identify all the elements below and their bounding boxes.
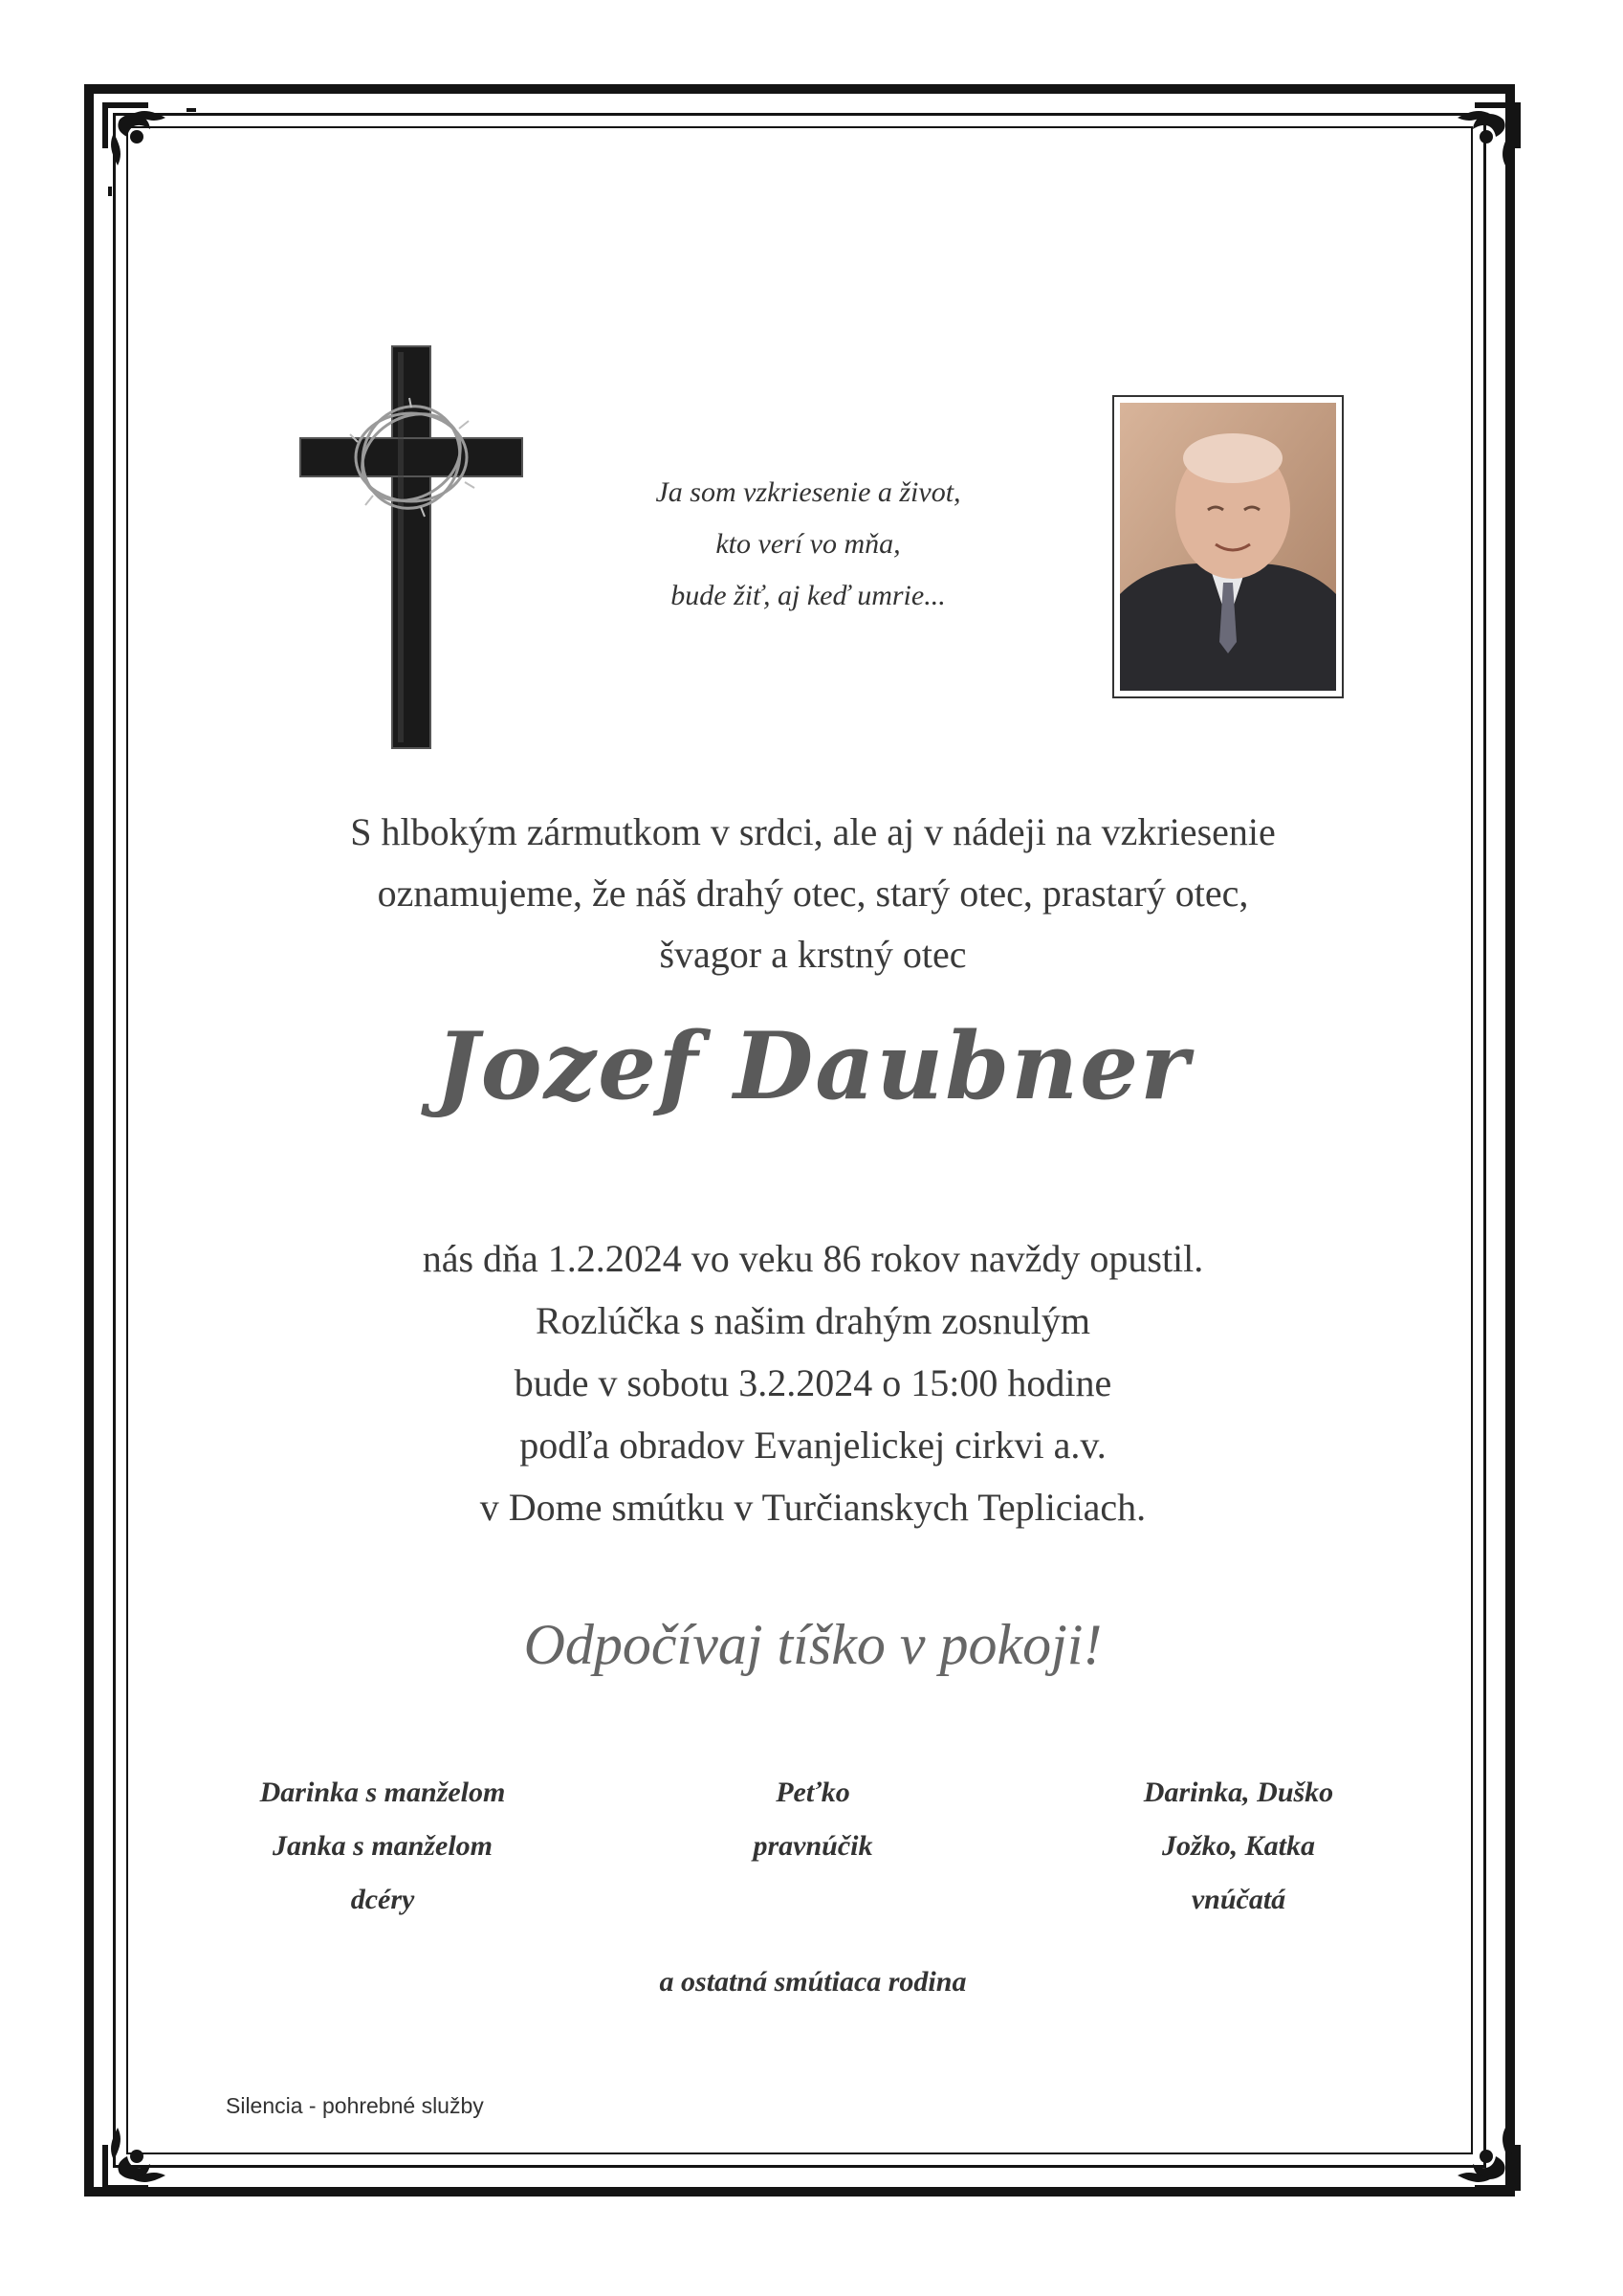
mourner-line: Jožko, Katka bbox=[1161, 1830, 1316, 1862]
mourners-grandchildren bbox=[1038, 1766, 1439, 1927]
mourner-line: Darinka, Duško bbox=[1143, 1777, 1334, 1808]
quote-line: kto verí vo mňa, bbox=[715, 528, 901, 560]
intro-line: švagor a krstný otec bbox=[659, 933, 967, 976]
intro-line: oznamujeme, že náš drahý otec, starý otec, prastarý otec, bbox=[377, 872, 1249, 915]
funeral-details bbox=[191, 1227, 1435, 1538]
corner-ornament-icon bbox=[1417, 91, 1532, 206]
corner-ornament-icon bbox=[91, 2087, 206, 2202]
mourners-list bbox=[143, 1766, 1482, 1929]
mourner-line: Peťko bbox=[776, 1777, 850, 1808]
mourner-line: vnúčatá bbox=[1191, 1884, 1286, 1915]
farewell-message: Odpočívaj tíško v pokoji! bbox=[523, 1613, 1103, 1676]
family-line: a ostatná smútiaca rodina bbox=[659, 1966, 967, 1998]
details-line: nás dňa 1.2.2024 vo veku 86 rokov navždy opustil. bbox=[422, 1237, 1204, 1280]
quote-line: bude žiť, aj keď umrie... bbox=[670, 580, 946, 611]
scripture-quote bbox=[536, 467, 1081, 622]
details-line: v Dome smútku v Turčianskych Tepliciach. bbox=[479, 1486, 1147, 1529]
mourner-line: Darinka s manželom bbox=[259, 1777, 506, 1808]
cross-with-thorn-crown-icon bbox=[296, 342, 526, 752]
deceased-name: Jozef Daubner bbox=[435, 1012, 1191, 1120]
details-line: bude v sobotu 3.2.2024 o 15:00 hodine bbox=[514, 1361, 1112, 1404]
mourners-daughters bbox=[182, 1766, 583, 1927]
mourners-great-grandson bbox=[612, 1766, 1014, 1873]
announcement-intro bbox=[191, 802, 1435, 985]
corner-ornament-icon bbox=[91, 91, 206, 206]
details-line: podľa obradov Evanjelickej cirkvi a.v. bbox=[519, 1424, 1107, 1467]
details-line: Rozlúčka s našim drahým zosnulým bbox=[536, 1299, 1090, 1342]
mourner-line: dcéry bbox=[350, 1884, 415, 1915]
intro-line: S hlbokým zármutkom v srdci, ale aj v nádeji na vzkriesenie bbox=[350, 810, 1276, 853]
quote-line: Ja som vzkriesenie a život, bbox=[655, 476, 961, 508]
funeral-service-credit: Silencia - pohrebné služby bbox=[226, 2093, 484, 2118]
mourner-line: Janka s manželom bbox=[272, 1830, 493, 1862]
portrait-photo bbox=[1112, 395, 1344, 698]
mourner-line: pravnúčik bbox=[753, 1830, 873, 1862]
corner-ornament-icon bbox=[1417, 2087, 1532, 2202]
